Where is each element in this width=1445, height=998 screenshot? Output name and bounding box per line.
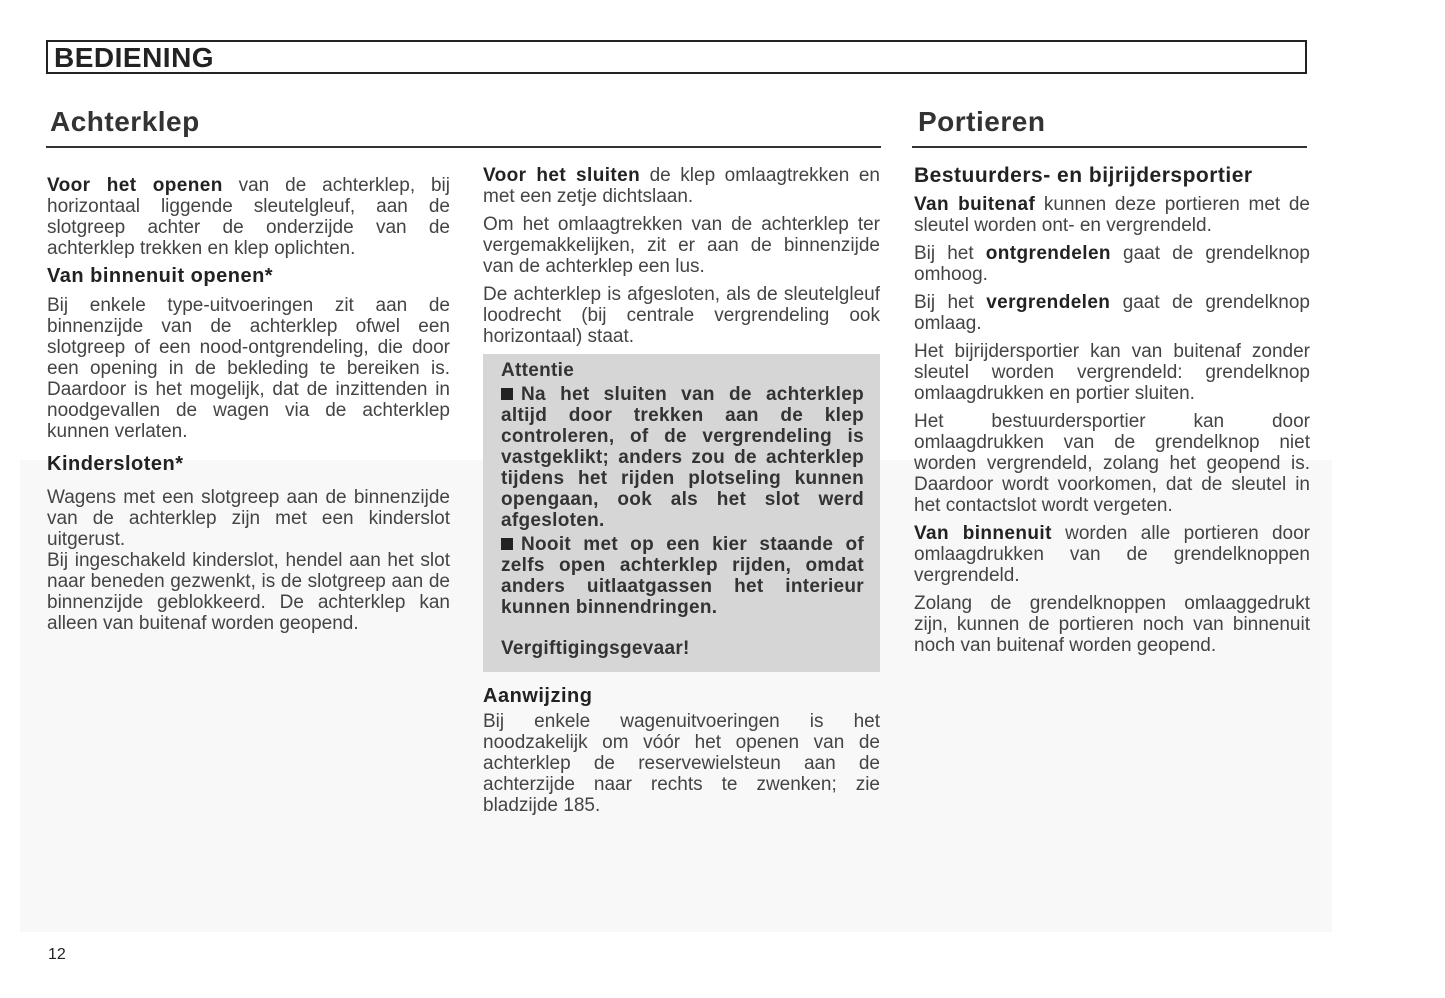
note-text: Bij enkele wagenuitvoeringen is het noodzakelijk om vóór het openen van de achterklep de reservewielsteun aan de achterzijde naar rechts te zwenken; zie bladzijde 185. (483, 711, 880, 816)
paragraph: Bij ingeschakeld kinderslot, hendel aan het slot naar beneden gezwenkt, is de slotgreep aan de binnenzijde geblokkeerd. De achterklep kan alleen van buitenaf worden geopend. (47, 550, 450, 634)
paragraph (483, 165, 880, 207)
paragraph: Zolang de grendelknoppen omlaaggedrukt zijn, kunnen de portieren noch van binnenuit noch van buitenaf worden geopend. (914, 593, 1310, 656)
chapter-title: BEDIENING (54, 42, 215, 73)
section-title-achterklep: Achterklep (50, 106, 200, 137)
bold-lead: Voor het openen (47, 175, 223, 196)
subheading: Van binnenuit openen* (47, 265, 274, 287)
section-rule (912, 146, 1307, 148)
chapter-header (46, 40, 1307, 74)
paragraph: Het bestuurdersportier kan door omlaagdrukken van de grendelknop niet worden vergrendeld, zolang het geopend is. Daardoor wordt voorkomen, dat de sleutel in het contactslot wordt vergeten. (914, 411, 1310, 516)
paragraph: Wagens met een slotgreep aan de binnenzijde van de achterklep zijn met een kinderslot uitgerust. (47, 487, 450, 550)
section-title-portieren: Portieren (918, 106, 1046, 137)
subheading: Bestuurders- en bijrijdersportier (914, 164, 1253, 187)
warning-box (483, 354, 880, 672)
paragraph (914, 523, 1310, 586)
bold-lead: Van buitenaf (914, 194, 1036, 215)
paragraph: Om het omlaagtrekken van de achterklep ter vergemakkelijken, zit er aan de binnenzijde van de achterklep een lus. (483, 214, 880, 277)
warning-text: Na het sluiten van de achterklep altijd door trekken aan de klep controleren, of de vergrendeling is vastgeklikt; anders zou de achterklep tijdens het rijden plotseling kunnen opengaan, ook als het slot werd afgesloten. (501, 384, 864, 531)
bold-lead: Van binnenuit (914, 523, 1052, 544)
bold-term: vergrendelen (986, 292, 1111, 313)
warning-footer: Vergiftigingsgevaar! (501, 638, 690, 659)
bullet-square-icon (501, 388, 513, 400)
warning-title: Attentie (501, 360, 575, 381)
text: gaat de grendelknop omhoog. (914, 243, 1310, 285)
section-rule (46, 146, 881, 148)
warning-item (501, 384, 864, 531)
paragraph: Bij enkele type-uitvoeringen zit aan de binnenzijde van de achterklep ofwel een slotgreep of een nood-ontgrendeling, die door een opening in de bekleding te bereiken is. Daardoor is het mogelijk, dat de inzittenden in noodgevallen de wagen via de achterklep kunnen verlaten. (47, 295, 450, 442)
paragraph (47, 175, 450, 259)
subheading: Kindersloten* (47, 453, 184, 475)
text: kunnen deze portieren met de sleutel worden ont- en vergrendeld. (914, 194, 1310, 236)
warning-text: Nooit met op een kier staande of zelfs open achterklep rijden, omdat anders uitlaatgassen het interieur kunnen binnendringen. (501, 534, 864, 618)
text: Bij het (914, 243, 986, 264)
bullet-square-icon (501, 538, 513, 550)
column-left (47, 175, 450, 641)
paragraph (914, 292, 1310, 334)
bold-term: ontgrendelen (985, 243, 1111, 264)
paragraph (914, 243, 1310, 285)
paragraph (914, 194, 1310, 236)
text: de klep omlaagtrekken en met een zetje dichtslaan. (483, 165, 880, 207)
column-middle (483, 165, 880, 823)
text: Bij het (914, 292, 987, 313)
text: gaat de grendelknop omlaag. (914, 292, 1310, 334)
paragraph: Het bijrijdersportier kan van buitenaf zonder sleutel worden vergrendeld: grendelknop omlaagdrukken en portier sluiten. (914, 341, 1310, 404)
text: van de achterklep, bij horizontaal liggende sleutelgleuf, aan de slotgreep achter de onderzijde van de achterklep trekken en klep oplichten. (47, 175, 450, 259)
text: worden alle portieren door omlaagdrukken van de grendelknoppen vergrendeld. (914, 523, 1310, 586)
page-number: 12 (48, 946, 66, 963)
bold-lead: Voor het sluiten (483, 165, 641, 186)
column-right (914, 165, 1310, 663)
warning-item (501, 534, 864, 618)
paragraph: De achterklep is afgesloten, als de sleutelgleuf loodrecht (bij centrale vergrendeling ook horizontaal) staat. (483, 284, 880, 347)
note-title: Aanwijzing (483, 685, 593, 707)
